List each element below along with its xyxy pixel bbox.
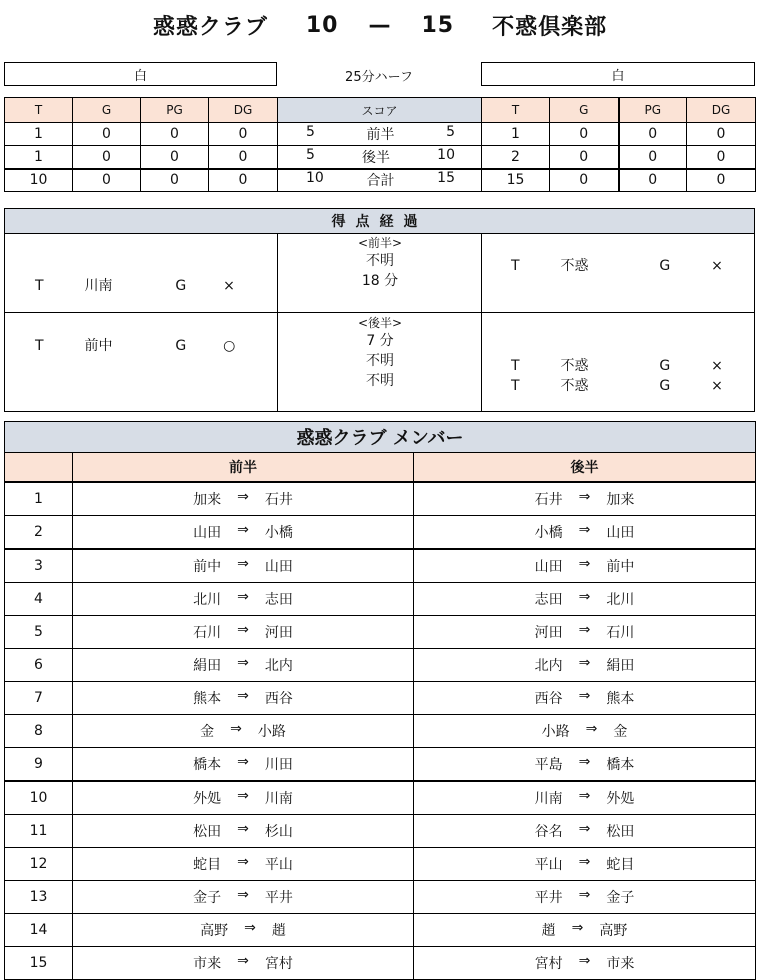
score-cell: 0 (73, 146, 141, 169)
first-half-substitution (73, 815, 414, 848)
second-half-label: <後半> (357, 316, 403, 330)
second-half-substitution (414, 947, 756, 980)
event-goal: G (659, 378, 671, 394)
event-type: T (35, 338, 44, 354)
away-col-pg: PG (619, 98, 687, 123)
member-header-row (5, 453, 756, 483)
away-jersey-color-text: 白 (611, 68, 625, 84)
arrow-icon: ⇒ (571, 920, 584, 936)
arrow-icon: ⇒ (237, 556, 249, 572)
event-result: × (711, 258, 723, 274)
player-out: 金 (200, 724, 215, 740)
second-half-substitution (414, 549, 756, 583)
member-row (5, 781, 756, 815)
substitution (193, 489, 293, 509)
first-half-label: <前半> (357, 236, 403, 250)
second-half-substitution (414, 616, 756, 649)
member-number: 13 (5, 881, 73, 914)
arrow-icon: ⇒ (578, 953, 591, 969)
second-half-substitution (414, 914, 756, 947)
home-score: 10 (305, 12, 339, 38)
first-half-substitution (73, 649, 414, 682)
player-out: 川南 (534, 791, 563, 807)
member-number: 4 (5, 583, 73, 616)
substitution (535, 522, 635, 542)
member-number: 10 (5, 781, 73, 815)
player-in: 松田 (606, 824, 635, 840)
player-out: 西谷 (534, 691, 563, 707)
event-player: 前中 (84, 338, 113, 354)
player-in: 市来 (606, 956, 635, 972)
home-col-pg: PG (141, 98, 209, 123)
player-in: 熊本 (606, 691, 635, 707)
first-half-substitution (73, 715, 414, 748)
arrow-icon: ⇒ (237, 589, 249, 605)
first-half-away-try (511, 255, 723, 275)
member-number: 5 (5, 616, 73, 649)
first-half-time-2: 18 分 (361, 273, 399, 289)
player-in: 平山 (264, 857, 293, 873)
substitution (193, 788, 293, 808)
score-cell: 0 (550, 123, 619, 146)
player-out: 河田 (534, 625, 563, 641)
event-result: × (711, 378, 723, 394)
arrow-icon: ⇒ (237, 854, 249, 870)
arrow-icon: ⇒ (237, 489, 249, 505)
second-half-header: 後半 (414, 453, 756, 483)
player-in: 趙 (271, 923, 286, 939)
first-half-substitution (73, 914, 414, 947)
player-out: 平山 (534, 857, 563, 873)
substitution (193, 556, 293, 576)
match-format: 25分ハーフ (345, 70, 413, 85)
player-out: 高野 (200, 923, 229, 939)
score-cell: 1 (5, 146, 73, 169)
substitution (193, 589, 293, 609)
player-in: 川田 (264, 757, 293, 773)
away-col-g: G (550, 98, 619, 123)
substitution (542, 721, 628, 741)
player-in: 川南 (264, 791, 293, 807)
arrow-icon: ⇒ (237, 754, 249, 770)
player-in: 蛇目 (606, 857, 635, 873)
event-player: 川南 (84, 278, 113, 294)
home-jersey-color-text: 白 (133, 68, 147, 84)
score-cell: 0 (209, 123, 278, 146)
second-half-progress (5, 313, 754, 411)
player-in: 小路 (257, 724, 286, 740)
substitution (193, 655, 293, 675)
second-half-substitution (414, 583, 756, 616)
score-cell: 2 (482, 146, 550, 169)
player-out: 市来 (193, 956, 222, 972)
score-row-total (5, 169, 756, 192)
player-out: 山田 (534, 559, 563, 575)
substitution (535, 887, 635, 907)
score-cell: 0 (209, 146, 278, 169)
score-cell: 0 (73, 169, 141, 192)
player-out: 平島 (534, 757, 563, 773)
arrow-icon: ⇒ (578, 788, 591, 804)
second-half-substitution (414, 516, 756, 550)
period-label: 合計 (366, 173, 395, 190)
member-row (5, 947, 756, 980)
arrow-icon: ⇒ (578, 622, 591, 638)
member-row (5, 815, 756, 848)
first-half-substitution (73, 482, 414, 516)
player-out: 外処 (193, 791, 222, 807)
event-goal: G (175, 278, 187, 294)
arrow-icon: ⇒ (244, 920, 256, 936)
away-points: 10 (437, 146, 455, 163)
away-jersey-color (481, 62, 755, 86)
second-half-away-try-2 (511, 375, 723, 395)
player-out: 前中 (193, 559, 222, 575)
player-in: 前中 (606, 559, 635, 575)
event-player: 不惑 (560, 358, 589, 374)
arrow-icon: ⇒ (578, 688, 591, 704)
substitution (193, 754, 293, 774)
second-half-substitution (414, 848, 756, 881)
score-cell: 15 (482, 169, 550, 192)
member-row (5, 549, 756, 583)
arrow-icon: ⇒ (578, 589, 591, 605)
arrow-icon: ⇒ (578, 655, 591, 671)
event-goal: G (175, 338, 187, 354)
away-col-dg: DG (687, 98, 756, 123)
player-in: 山田 (264, 559, 293, 575)
second-half-substitution (414, 649, 756, 682)
first-half-time-1: 不明 (366, 253, 394, 269)
score-cell: 0 (687, 169, 756, 192)
substitution (535, 754, 635, 774)
event-goal: G (659, 358, 671, 374)
player-in: 西谷 (264, 691, 293, 707)
score-cell: 0 (687, 146, 756, 169)
player-out: 熊本 (193, 691, 222, 707)
member-number: 8 (5, 715, 73, 748)
first-half-header: 前半 (73, 453, 414, 483)
player-out: 小橋 (534, 525, 563, 541)
arrow-icon: ⇒ (578, 522, 591, 538)
event-type: T (35, 278, 44, 294)
score-cell: 0 (209, 169, 278, 192)
substitution (200, 721, 286, 741)
member-row (5, 616, 756, 649)
member-row (5, 482, 756, 516)
member-number: 15 (5, 947, 73, 980)
score-cell: 1 (5, 123, 73, 146)
substitution (193, 821, 293, 841)
away-team-name: 不惑倶楽部 (492, 14, 608, 40)
first-half-substitution (73, 616, 414, 649)
substitution (193, 522, 293, 542)
away-points: 5 (446, 124, 455, 140)
event-type: T (511, 258, 520, 274)
score-cell: 0 (550, 146, 619, 169)
member-number: 1 (5, 482, 73, 516)
score-cell: 0 (141, 169, 209, 192)
first-half-substitution (73, 781, 414, 815)
arrow-icon: ⇒ (237, 953, 249, 969)
first-half-middle (278, 235, 482, 291)
player-in: 外処 (606, 791, 635, 807)
player-out: 橋本 (193, 757, 222, 773)
score-cell: 0 (550, 169, 619, 192)
member-row (5, 748, 756, 782)
arrow-icon: ⇒ (578, 556, 591, 572)
arrow-icon: ⇒ (578, 754, 591, 770)
second-half-substitution (414, 748, 756, 782)
player-in: 河田 (264, 625, 293, 641)
score-header-row (5, 98, 756, 123)
member-row (5, 649, 756, 682)
player-in: 絹田 (606, 658, 635, 674)
player-in: 石井 (264, 492, 293, 508)
score-col-header: スコア (278, 98, 482, 123)
score-cell: 0 (687, 123, 756, 146)
member-number: 14 (5, 914, 73, 947)
event-type: T (511, 378, 520, 394)
away-col-t: T (482, 98, 550, 123)
arrow-icon: ⇒ (237, 655, 249, 671)
score-cell: 1 (482, 123, 550, 146)
home-col-dg: DG (209, 98, 278, 123)
substitution (193, 953, 293, 973)
first-half-substitution (73, 947, 414, 980)
substitution (535, 788, 635, 808)
score-dash: — (368, 12, 392, 38)
event-goal: G (659, 258, 671, 274)
second-half-substitution (414, 881, 756, 914)
substitution (535, 489, 635, 509)
first-half-substitution (73, 583, 414, 616)
member-number: 12 (5, 848, 73, 881)
score-table (4, 97, 756, 192)
second-half-home-try (35, 335, 235, 355)
substitution (535, 622, 635, 642)
substitution (542, 920, 628, 940)
score-summary-cell (278, 123, 482, 146)
event-result: × (223, 278, 235, 294)
arrow-icon: ⇒ (237, 821, 249, 837)
home-points: 10 (306, 170, 324, 187)
second-half-time-1: 7 分 (366, 333, 394, 349)
number-header (5, 453, 73, 483)
player-in: 北川 (606, 592, 635, 608)
member-number: 2 (5, 516, 73, 550)
scoring-progress-title: 得点経過 (5, 209, 754, 234)
away-points: 15 (437, 170, 455, 187)
member-row (5, 516, 756, 550)
substitution (535, 821, 635, 841)
arrow-icon: ⇒ (230, 721, 242, 737)
member-row (5, 848, 756, 881)
player-in: 平井 (264, 890, 293, 906)
substitution (535, 589, 635, 609)
arrow-icon: ⇒ (578, 854, 591, 870)
second-half-substitution (414, 482, 756, 516)
first-half-progress (5, 233, 754, 313)
member-row (5, 715, 756, 748)
score-row-first-half (5, 123, 756, 146)
member-number: 3 (5, 549, 73, 583)
score-cell: 0 (141, 123, 209, 146)
home-jersey-color (4, 62, 277, 86)
home-col-t: T (5, 98, 73, 123)
period-label: 後半 (362, 149, 391, 166)
first-half-home-try (35, 275, 235, 295)
second-half-substitution (414, 682, 756, 715)
substitution (535, 688, 635, 708)
player-in: 高野 (599, 923, 628, 939)
member-row (5, 914, 756, 947)
score-cell: 10 (5, 169, 73, 192)
away-score: 15 (421, 12, 455, 38)
substitution (193, 622, 293, 642)
score-cell: 0 (619, 123, 687, 146)
arrow-icon: ⇒ (578, 887, 591, 903)
scoring-progress (4, 208, 755, 412)
home-points: 5 (306, 124, 315, 140)
member-number: 11 (5, 815, 73, 848)
arrow-icon: ⇒ (578, 489, 591, 505)
home-team-name: 惑惑クラブ (152, 14, 268, 40)
player-out: 小路 (541, 724, 570, 740)
player-out: 絹田 (193, 658, 222, 674)
member-number: 9 (5, 748, 73, 782)
substitution (193, 887, 293, 907)
second-half-substitution (414, 781, 756, 815)
event-result: × (711, 358, 723, 374)
home-points: 5 (306, 146, 315, 163)
member-title-row (5, 422, 756, 453)
player-out: 北内 (534, 658, 563, 674)
member-number: 6 (5, 649, 73, 682)
match-title (0, 8, 760, 42)
player-in: 石川 (606, 625, 635, 641)
player-out: 金子 (193, 890, 222, 906)
substitution (535, 854, 635, 874)
player-out: 平井 (534, 890, 563, 906)
player-out: 加来 (193, 492, 222, 508)
score-row-second-half (5, 146, 756, 169)
member-number: 7 (5, 682, 73, 715)
period-label: 前半 (366, 127, 395, 143)
player-in: 山田 (606, 525, 635, 541)
player-out: 山田 (193, 525, 222, 541)
first-half-substitution (73, 881, 414, 914)
first-half-substitution (73, 549, 414, 583)
event-player: 不惑 (560, 378, 589, 394)
second-half-substitution (414, 715, 756, 748)
second-half-time-2: 不明 (366, 353, 394, 369)
first-half-substitution (73, 848, 414, 881)
event-player: 不惑 (560, 258, 589, 274)
arrow-icon: ⇒ (237, 788, 249, 804)
arrow-icon: ⇒ (237, 622, 249, 638)
member-row (5, 682, 756, 715)
score-summary-cell (278, 146, 482, 169)
player-out: 蛇目 (193, 857, 222, 873)
arrow-icon: ⇒ (585, 721, 598, 737)
second-half-time-3: 不明 (366, 373, 394, 389)
home-col-g: G (73, 98, 141, 123)
player-in: 小橋 (264, 525, 293, 541)
player-in: 金 (613, 724, 628, 740)
first-half-substitution (73, 682, 414, 715)
player-out: 趙 (541, 923, 556, 939)
score-cell: 0 (619, 146, 687, 169)
first-half-substitution (73, 748, 414, 782)
member-row (5, 583, 756, 616)
player-out: 志田 (534, 592, 563, 608)
player-out: 北川 (193, 592, 222, 608)
score-summary-cell (278, 169, 482, 192)
player-in: 杉山 (264, 824, 293, 840)
substitution (200, 920, 286, 940)
second-half-middle (278, 315, 482, 391)
player-in: 志田 (264, 592, 293, 608)
arrow-icon: ⇒ (237, 688, 249, 704)
player-out: 宮村 (534, 956, 563, 972)
player-in: 宮村 (264, 956, 293, 972)
player-out: 石川 (193, 625, 222, 641)
player-out: 松田 (193, 824, 222, 840)
player-in: 金子 (606, 890, 635, 906)
substitution (535, 655, 635, 675)
arrow-icon: ⇒ (237, 522, 249, 538)
second-half-substitution (414, 815, 756, 848)
substitution (193, 688, 293, 708)
second-half-away-try-1 (511, 355, 723, 375)
first-half-substitution (73, 516, 414, 550)
player-in: 北内 (264, 658, 293, 674)
score-cell: 0 (619, 169, 687, 192)
member-table (4, 421, 756, 980)
substitution (535, 953, 635, 973)
event-type: T (511, 358, 520, 374)
member-row (5, 881, 756, 914)
arrow-icon: ⇒ (237, 887, 249, 903)
arrow-icon: ⇒ (578, 821, 591, 837)
event-result: ○ (223, 338, 236, 354)
substitution (535, 556, 635, 576)
score-cell: 0 (141, 146, 209, 169)
player-out: 谷名 (534, 824, 563, 840)
player-out: 石井 (534, 492, 563, 508)
substitution (193, 854, 293, 874)
member-table-title: 惑惑クラブ メンバー (5, 422, 756, 453)
player-in: 橋本 (606, 757, 635, 773)
score-cell: 0 (73, 123, 141, 146)
player-in: 加来 (606, 492, 635, 508)
